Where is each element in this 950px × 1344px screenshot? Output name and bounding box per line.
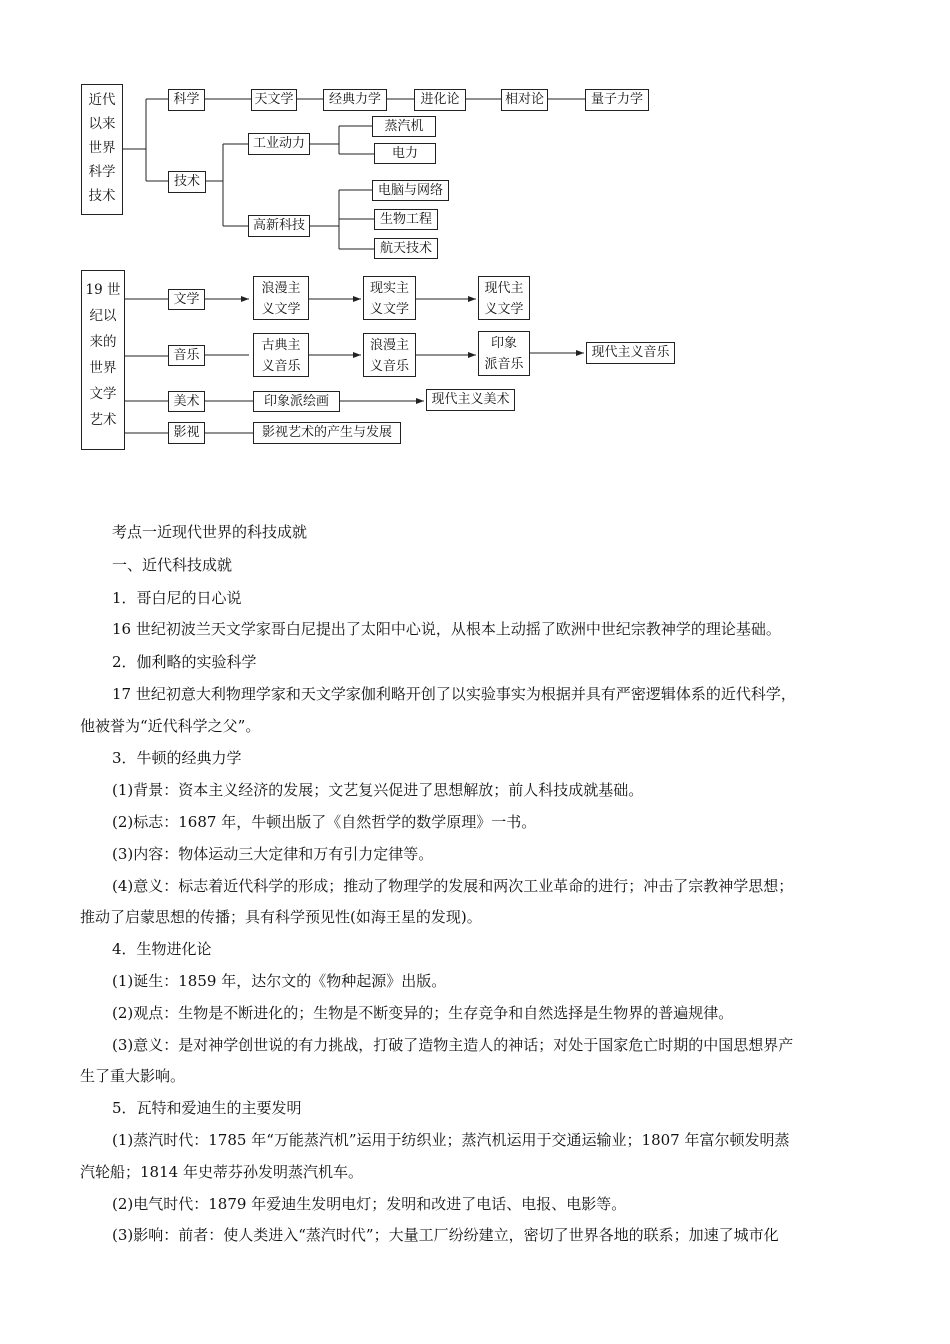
node-line: 义文学 <box>261 302 301 317</box>
node-evolution: 进化论 <box>414 89 466 111</box>
node-line: 浪漫主 <box>369 338 409 353</box>
node-line: 现实主 <box>369 281 409 296</box>
root-line: 技术 <box>88 188 116 204</box>
node-relativity: 相对论 <box>501 89 548 111</box>
paragraph: 16 世纪初波兰天文学家哥白尼提出了太阳中心说，从根本上动摇了欧洲中世纪宗教神学的理论基础。 <box>112 620 781 638</box>
root-line: 世界 <box>88 140 116 156</box>
root-line: 文学 <box>89 386 117 402</box>
paragraph: (3)内容：物体运动三大定律和万有引力定律等。 <box>112 845 434 863</box>
root-line: 近代 <box>88 92 116 108</box>
node-classical-music <box>253 333 309 377</box>
node-impressionist-painting: 印象派绘画 <box>253 391 340 412</box>
root-line: 19 世 <box>85 282 121 298</box>
paragraph: (1)诞生：1859 年，达尔文的《物种起源》出版。 <box>112 972 447 990</box>
node-steam-engine: 蒸汽机 <box>372 116 436 137</box>
paragraph: (2)标志：1687 年，牛顿出版了《自然哲学的数学原理》一书。 <box>112 813 537 831</box>
topic-heading: 3．牛顿的经典力学 <box>112 749 242 767</box>
topic-heading: 5．瓦特和爱迪生的主要发明 <box>112 1099 302 1117</box>
node-line: 义文学 <box>484 302 524 317</box>
node-line: 现代主 <box>484 281 524 296</box>
node-literature: 文学 <box>168 289 205 310</box>
node-high-tech: 高新科技 <box>248 215 310 237</box>
paragraph-continuation: 推动了启蒙思想的传播；具有科学预见性(如海王星的发现)。 <box>80 908 482 926</box>
subsection-heading: 一、近代科技成就 <box>112 556 233 574</box>
node-line: 浪漫主 <box>261 281 301 296</box>
node-line: 古典主 <box>261 338 301 353</box>
root-line: 纪以 <box>89 308 117 324</box>
node-film-development: 影视艺术的产生与发展 <box>253 422 401 444</box>
node-realist-literature <box>363 276 416 320</box>
node-computer-network: 电脑与网络 <box>372 180 449 201</box>
paragraph-continuation: 生了重大影响。 <box>80 1067 186 1085</box>
paragraph: (3)影响：前者：使人类进入“蒸汽时代”；大量工厂纷纷建立，密切了世界各地的联系；加速了城市化 <box>112 1226 779 1244</box>
paragraph: (1)背景：资本主义经济的发展；文艺复兴促进了思想解放；前人科技成就基础。 <box>112 781 644 799</box>
node-film: 影视 <box>168 422 205 444</box>
root-box-science-tech <box>81 84 123 215</box>
paragraph-continuation: 他被誉为“近代科学之父”。 <box>80 717 261 735</box>
root-box-literature-art <box>81 270 125 450</box>
topic-heading: 2．伽利略的实验科学 <box>112 653 257 671</box>
node-modernist-literature <box>478 276 530 320</box>
topic-heading: 4．生物进化论 <box>112 940 212 958</box>
topic-heading: 1．哥白尼的日心说 <box>112 589 242 607</box>
paragraph: (2)电气时代：1879 年爱迪生发明电灯；发明和改进了电话、电报、电影等。 <box>112 1195 627 1213</box>
root-line: 来的 <box>89 334 117 350</box>
root-line: 科学 <box>88 164 116 180</box>
node-science: 科学 <box>168 89 205 111</box>
node-industrial-power: 工业动力 <box>248 133 310 155</box>
node-modernist-art: 现代主义美术 <box>426 389 515 411</box>
node-electricity: 电力 <box>374 143 436 164</box>
node-line: 印象 <box>490 336 517 351</box>
paragraph-continuation: 汽轮船；1814 年史蒂芬孙发明蒸汽机车。 <box>80 1163 363 1181</box>
paragraph: (2)观点：生物是不断进化的；生物是不断变异的；生存竞争和自然选择是生物界的普遍规律。 <box>112 1004 734 1022</box>
node-modernist-music: 现代主义音乐 <box>586 342 675 364</box>
node-fine-arts: 美术 <box>168 391 205 412</box>
node-quantum-mechanics: 量子力学 <box>585 89 649 111</box>
node-impressionist-music <box>478 331 530 376</box>
node-line: 义音乐 <box>369 359 409 374</box>
node-romantic-literature <box>253 276 309 320</box>
root-line: 以来 <box>88 116 116 132</box>
node-astronomy: 天文学 <box>251 89 297 111</box>
node-line: 派音乐 <box>484 357 524 372</box>
paragraph: (1)蒸汽时代：1785 年“万能蒸汽机”运用于纺织业；蒸汽机运用于交通运输业；1807 年富尔顿发明蒸 <box>112 1131 790 1149</box>
node-bioengineering: 生物工程 <box>374 209 438 230</box>
root-line: 艺术 <box>89 412 117 428</box>
structure-diagrams <box>0 0 950 470</box>
node-line: 义文学 <box>369 302 409 317</box>
root-line: 世界 <box>89 360 117 376</box>
node-line: 义音乐 <box>261 359 301 374</box>
section-heading: 考点一近现代世界的科技成就 <box>112 523 308 541</box>
node-technology: 技术 <box>168 171 206 193</box>
node-romantic-music <box>363 333 416 377</box>
paragraph: (3)意义：是对神学创世说的有力挑战，打破了造物主造人的神话；对处于国家危亡时期的中国思想界产 <box>112 1036 794 1054</box>
paragraph: (4)意义：标志着近代科学的形成；推动了物理学的发展和两次工业革命的进行；冲击了宗教神学思想； <box>112 877 794 895</box>
node-classical-mechanics: 经典力学 <box>323 89 387 111</box>
node-aerospace: 航天技术 <box>374 238 438 259</box>
node-music: 音乐 <box>168 345 205 366</box>
paragraph: 17 世纪初意大利物理学家和天文学家伽利略开创了以实验事实为根据并具有严密逻辑体系的近代科学， <box>112 685 796 703</box>
